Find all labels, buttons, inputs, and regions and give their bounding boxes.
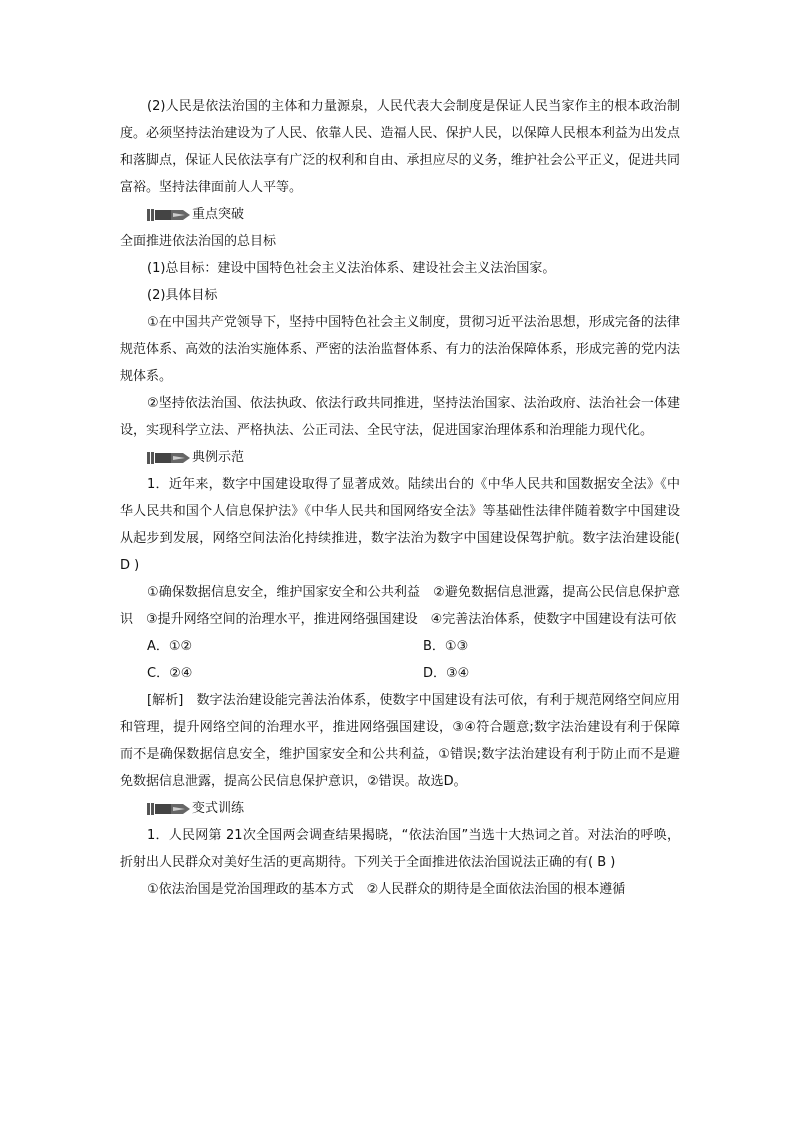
section-title: 全面推进依法治国的总目标 [120,234,277,249]
pen-icon [147,206,191,224]
answer-option-d: D．③④ [423,666,470,681]
document-page [120,93,680,903]
paragraph: (1)总目标：建设中国特色社会主义法治体系、建设社会主义法治国家。 [147,261,556,276]
answer-option-b: B．①③ [423,639,469,654]
section-heading-key-points [147,201,680,228]
answer-option-a: A．①② [147,639,193,654]
question-text: 1．人民网第 21次全国两会调查结果揭晓，“依法治国”当选十大热词之首。对法治的呼唤，折射出人民群众对美好生活的更高期待。下列关于全面推进依法治国说法正确的有( B ) [120,828,680,870]
pen-icon [147,800,191,818]
paragraph: (2)人民是依法治国的主体和力量源泉，人民代表大会制度是保证人民当家作主的根本政治制度。必须坚持法治建设为了人民、依靠人民、造福人民、保护人民，以保障人民根本利益为出发点和落脚点，保证人民依法享有广泛的权利和自由、承担应尽的义务，维护社会公平正义，促进共同富裕。坚持法律面前人人平等。 [120,99,680,195]
answer-options [147,633,680,687]
section-heading-label: 典例示范 [192,450,245,465]
analysis-text: [解析] 数字法治建设能完善法治体系，使数字中国建设有法可依，有利于规范网络空间应用和管理，提升网络空间的治理水平，推进网络强国建设，③④符合题意;数字法治建设有利于保障而不是确保数据信息安全，维护国家安全和公共利益，①错误;数字法治建设有利于防止而不是避免数据信息泄露，提高公民信息保护意识，②错误。故选D。 [120,693,680,789]
section-heading-label: 变式训练 [192,801,245,816]
paragraph: ②坚持依法治国、依法执政、依法行政共同推进，坚持法治国家、法治政府、法治社会一体建设，实现科学立法、严格执法、公正司法、全民守法，促进国家治理体系和治理能力现代化。 [120,396,680,438]
section-heading-example [147,444,680,471]
section-heading-label: 重点突破 [192,207,245,222]
question-statements: ①确保数据信息安全，维护国家安全和公共利益 ②避免数据信息泄露，提高公民信息保护意识 ③提升网络空间的治理水平，推进网络强国建设 ④完善法治体系，使数字中国建设有法可依 [120,585,680,627]
pen-icon [147,449,191,467]
question-statements: ①依法治国是党治国理政的基本方式 ②人民群众的期待是全面依法治国的根本遵循 [147,882,626,897]
section-heading-practice [147,795,680,822]
paragraph: ①在中国共产党领导下，坚持中国特色社会主义制度，贯彻习近平法治思想，形成完备的法律规范体系、高效的法治实施体系、严密的法治监督体系、有力的法治保障体系，形成完善的党内法规体系。 [120,315,680,384]
question-text: 1．近年来，数字中国建设取得了显著成效。陆续出台的《中华人民共和国数据安全法》《中华人民共和国个人信息保护法》《中华人民共和国网络安全法》等基础性法律伴随着数字中国建设从起步到发展，网络空间法治化持续推进，数字法治为数字中国建设保驾护航。数字法治建设能( D ) [120,477,680,573]
answer-option-c: C．②④ [147,666,193,681]
paragraph: (2)具体目标 [147,288,218,303]
